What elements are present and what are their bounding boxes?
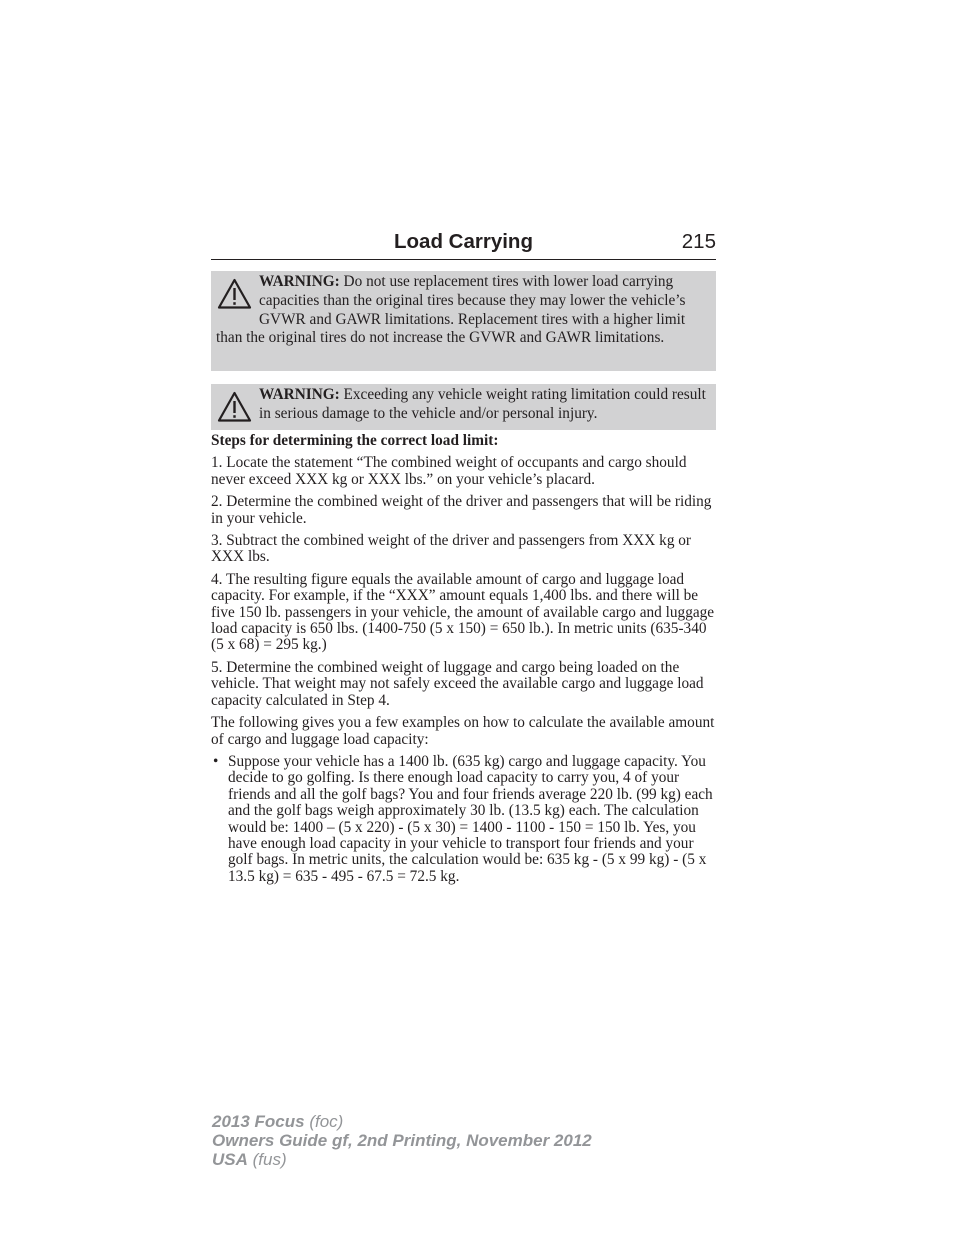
footer-guide-edition: Owners Guide gf, 2nd Printing, November 2012: [212, 1131, 592, 1150]
list-item-text: Suppose your vehicle has a 1400 lb. (635 kg) cargo and luggage capacity. You decide to go golfing. Is there enough load capacity to carry you, 4 of your friends and all the golf bags? You and four friends average 220 lb. (99 kg) each and the golf bags weigh approximately 30 lb. (13.5 kg) each. The calculation would be: 1400 – (5 x 220) - (5 x 30) = 1400 - 1100 - 150 = 150 lb. Yes, you have enough load capacity in your vehicle to transport four friends and your golf bags. In metric units, the calculation would be: 635 kg - (5 x 99 kg) - (5 x 13.5 kg) = 635 - 495 - 67.5 = 72.5 kg.: [228, 752, 713, 885]
footer-market-code: (fus): [247, 1150, 287, 1169]
footer-line-model: [212, 1112, 592, 1131]
step-5: 5. Determine the combined weight of luggage and cargo being loaded on the vehicle. That weight may not safely exceed the available cargo and luggage load capacity calculated in Step 4.: [211, 658, 704, 709]
step-1: 1. Locate the statement “The combined weight of occupants and cargo should never exceed XXX kg or XXX lbs.” on your vehicle’s placard.: [211, 454, 687, 488]
warning-text: Do not use replacement tires with lower load carrying capacities than the original tires because they may lower the vehicle’s GVWR and GAWR limitations. Replacement tires with a higher limit than the original tires do not increase the GVWR and GAWR limitations.: [216, 273, 686, 347]
warning-label: WARNING:: [259, 386, 340, 403]
bullet-icon: •: [213, 752, 219, 770]
warning-triangle-icon: [216, 390, 253, 424]
warning-box-replacement-tires: [211, 271, 716, 371]
warning-text: Exceeding any vehicle weight rating limitation could result in serious damage to the vehicle and/or personal injury.: [259, 386, 706, 422]
warning-label: WARNING:: [259, 273, 340, 290]
warning-triangle-icon: [216, 277, 253, 311]
list-item: [211, 754, 716, 885]
page-title: Load Carrying: [394, 230, 533, 253]
page-header: [211, 229, 716, 260]
section-heading: Steps for determining the correct load limit:: [211, 432, 499, 449]
body-content: [211, 433, 716, 885]
step-2: 2. Determine the combined weight of the driver and passengers that will be riding in your vehicle.: [211, 493, 712, 527]
footer: [212, 1112, 592, 1169]
footer-line-guide: [212, 1131, 592, 1150]
step-4: 4. The resulting figure equals the available amount of cargo and luggage load capacity. For example, if the “XXX” amount equals 1,400 lbs. and there will be five 150 lb. passengers in your vehicle, the amount of available cargo and luggage load capacity is 650 lbs. (1400-750 (5 x 150) = 650 lb.). In metric units (635-340 (5 x 68) = 295 kg.): [211, 570, 715, 654]
warning-box-weight-rating: [211, 384, 716, 430]
footer-model: 2013 Focus: [212, 1112, 305, 1131]
footer-market: USA: [212, 1150, 248, 1169]
footer-line-market: [212, 1150, 592, 1169]
step-3: 3. Subtract the combined weight of the driver and passengers from XXX kg or XXX lbs.: [211, 532, 692, 566]
examples-list: [211, 754, 716, 885]
page-number: 215: [681, 230, 716, 253]
footer-model-code: (foc): [304, 1112, 344, 1131]
examples-intro: The following gives you a few examples on how to calculate the available amount of cargo and luggage load capacity:: [211, 714, 715, 748]
